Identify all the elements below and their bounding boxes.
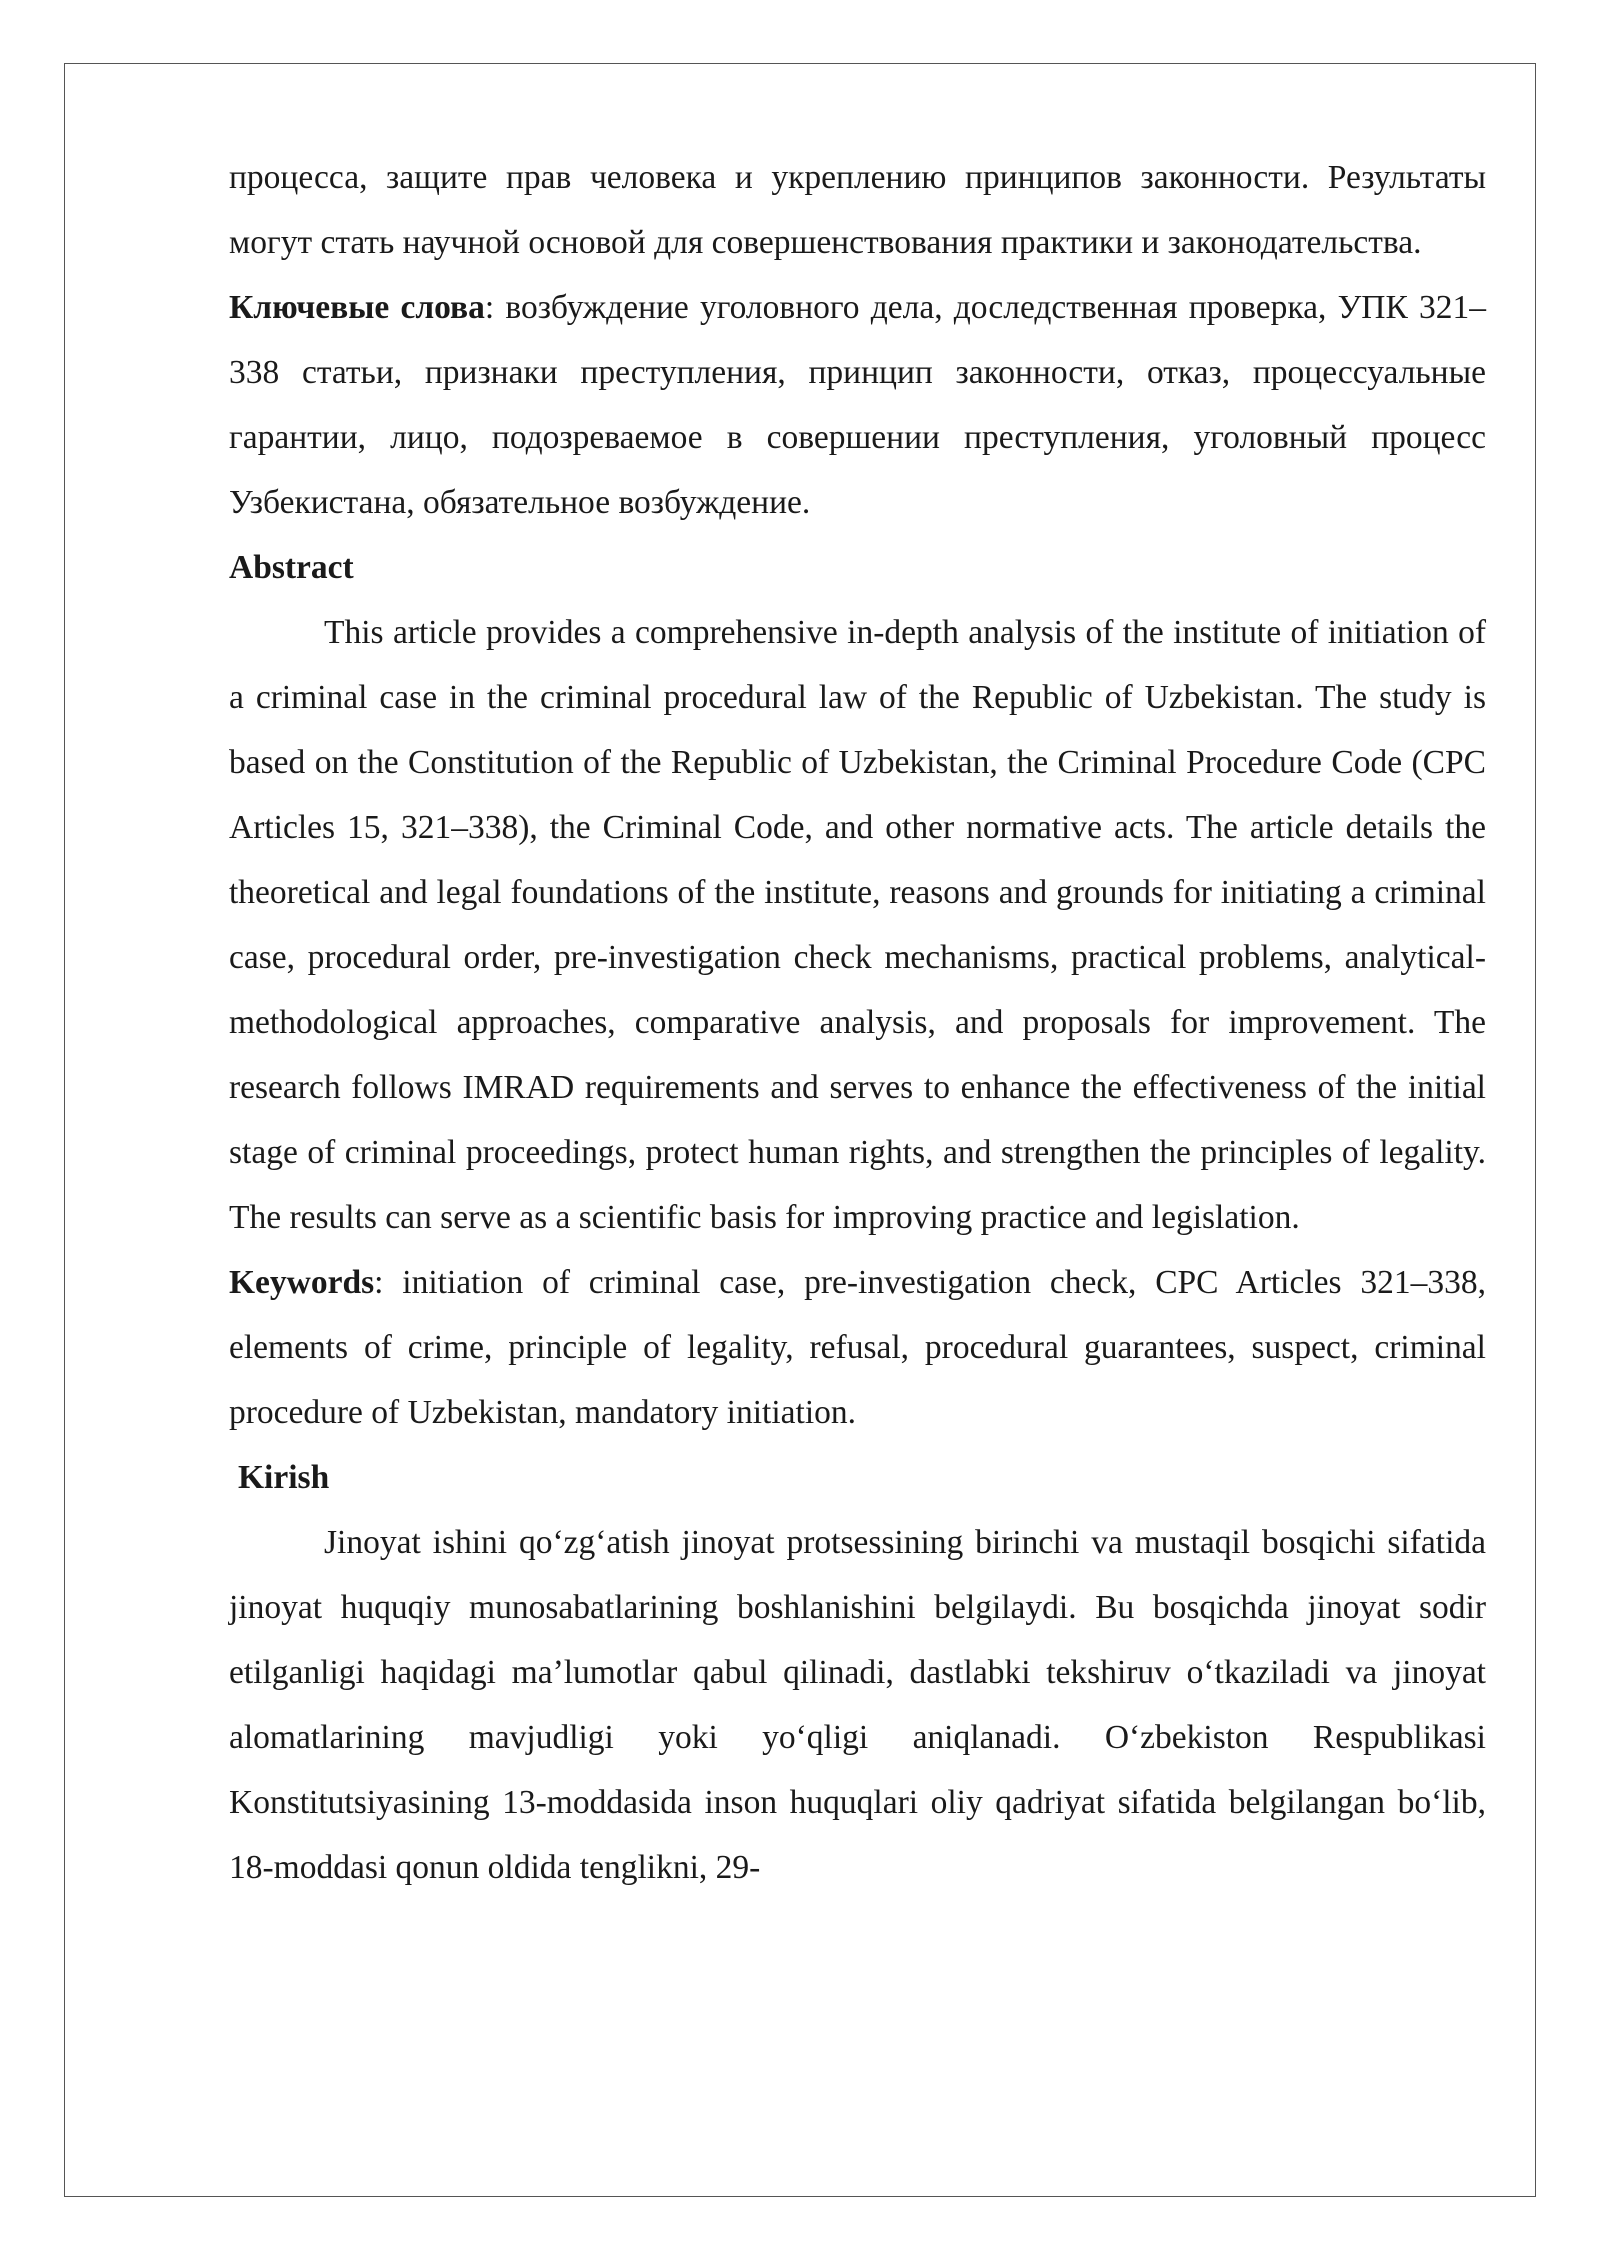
russian-keywords-separator: : [484,289,506,326]
russian-keywords-text: возбуждение уголовного дела, доследственная проверка, УПК 321–338 статьи, признаки преступления, принцип законности, отказ, процессуальные гарантии, лицо, подозреваемое в совершении преступления, уголовный процесс Узбекистана, обязательное возбуждение. [229,289,1486,521]
english-keywords [229,1250,1486,1445]
russian-keywords [229,275,1486,535]
english-keywords-separator: : [374,1264,403,1301]
russian-keywords-label: Ключевые слова [229,289,485,326]
english-keywords-label: Keywords [229,1264,375,1301]
english-keywords-text: initiation of criminal case, pre-investigation check, CPC Articles 321–338, elements of crime, principle of legality, refusal, procedural guarantees, suspect, criminal procedure of Uzbekistan, mandatory initiation. [229,1264,1486,1431]
abstract-heading: Abstract [229,549,354,586]
document-body [229,145,1486,1900]
kirish-heading: Kirish [238,1459,330,1496]
abstract-paragraph: This article provides a comprehensive in-depth analysis of the institute of initiation of a criminal case in the criminal procedural law of the Republic of Uzbekistan. The study is based on the Constitution of the Republic of Uzbekistan, the Criminal Procedure Code (CPC Articles 15, 321–338), the Criminal Code, and other normative acts. The article details the theoretical and legal foundations of the institute, reasons and grounds for initiating a criminal case, procedural order, pre-investigation check mechanisms, practical problems, analytical-methodological approaches, comparative analysis, and proposals for improvement. The research follows IMRAD requirements and serves to enhance the effectiveness of the initial stage of criminal proceedings, protect human rights, and strengthen the principles of legality. The results can serve as a scientific basis for improving practice and legislation. [229,614,1486,1236]
russian-abstract-continuation: процесса, защите прав человека и укреплению принципов законности. Результаты могут стать научной основой для совершенствования практики и законодательства. [229,159,1486,261]
kirish-paragraph: Jinoyat ishini qoʻzgʻatish jinoyat protsessining birinchi va mustaqil bosqichi sifatida jinoyat huquqiy munosabatlarining boshlanishini belgilaydi. Bu bosqichda jinoyat sodir etilganligi haqidagi maʼlumotlar qabul qilinadi, dastlabki tekshiruv oʻtkaziladi va jinoyat alomatlarining mavjudligi yoki yoʻqligi aniqlanadi. Oʻzbekiston Respublikasi Konstitutsiyasining 13-moddasida inson huquqlari oliy qadriyat sifatida belgilangan boʻlib, 18-moddasi qonun oldida tenglikni, 29- [229,1524,1486,1886]
